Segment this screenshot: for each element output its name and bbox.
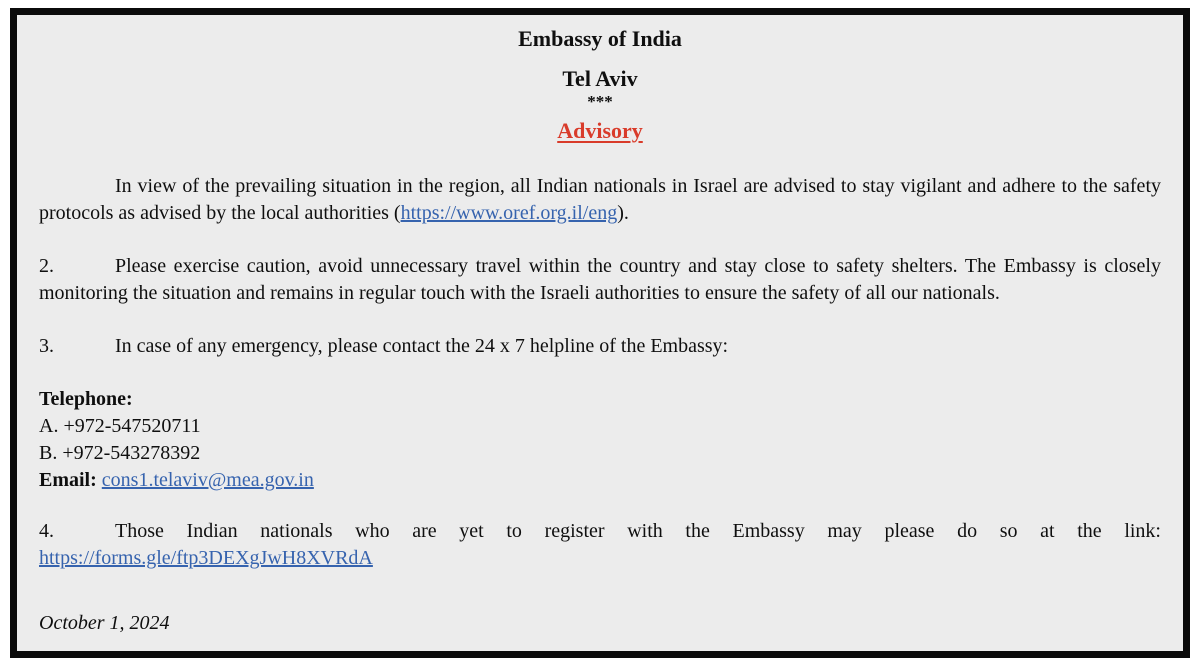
phone-line-a: A. +972-547520711 — [39, 415, 201, 437]
paragraph-4-number: 4. — [39, 520, 54, 542]
paragraph-4 — [39, 518, 1161, 572]
paragraph-1 — [39, 173, 1161, 227]
registration-form-link[interactable]: https://forms.gle/ftp3DEXgJwH8XVRdA — [39, 547, 373, 569]
email-line — [39, 467, 1161, 494]
telephone-label: Telephone: — [39, 388, 133, 410]
paragraph-1-closing: ). — [617, 202, 629, 224]
phone-line-b: B. +972-543278392 — [39, 442, 201, 464]
oref-link[interactable]: https://www.oref.org.il/eng — [400, 202, 618, 224]
document-title: Embassy of India — [518, 26, 682, 51]
advisory-document — [10, 8, 1190, 658]
paragraph-1-text: In view of the prevailing situation in the region, all Indian nationals in Israel are advised to stay vigilant and adhere to the safety protocols as advised by the local authorities ( — [39, 175, 1161, 224]
paragraph-3-text: In case of any emergency, please contact the 24 x 7 helpline of the Embassy: — [115, 335, 729, 357]
paragraph-3-number: 3. — [39, 335, 54, 357]
document-subtitle: Tel Aviv — [562, 66, 638, 91]
document-date: October 1, 2024 — [39, 612, 170, 634]
paragraph-4-text: Those Indian nationals who are yet to register with the Embassy may please do so at the link: — [115, 520, 1161, 542]
contact-block — [39, 386, 1161, 494]
email-label: Email: — [39, 469, 97, 491]
paragraph-2 — [39, 253, 1161, 307]
paragraph-2-number: 2. — [39, 255, 54, 277]
separator-stars: *** — [587, 92, 613, 111]
advisory-heading: Advisory — [557, 118, 643, 143]
paragraph-3 — [39, 333, 1161, 360]
paragraph-2-text: Please exercise caution, avoid unnecessary travel within the country and stay close to safety shelters. The Embassy is closely monitoring the situation and remains in regular touch with the Israeli authorities to ensure the safety of all our nationals. — [39, 255, 1161, 304]
email-link[interactable]: cons1.telaviv@mea.gov.in — [101, 469, 314, 491]
